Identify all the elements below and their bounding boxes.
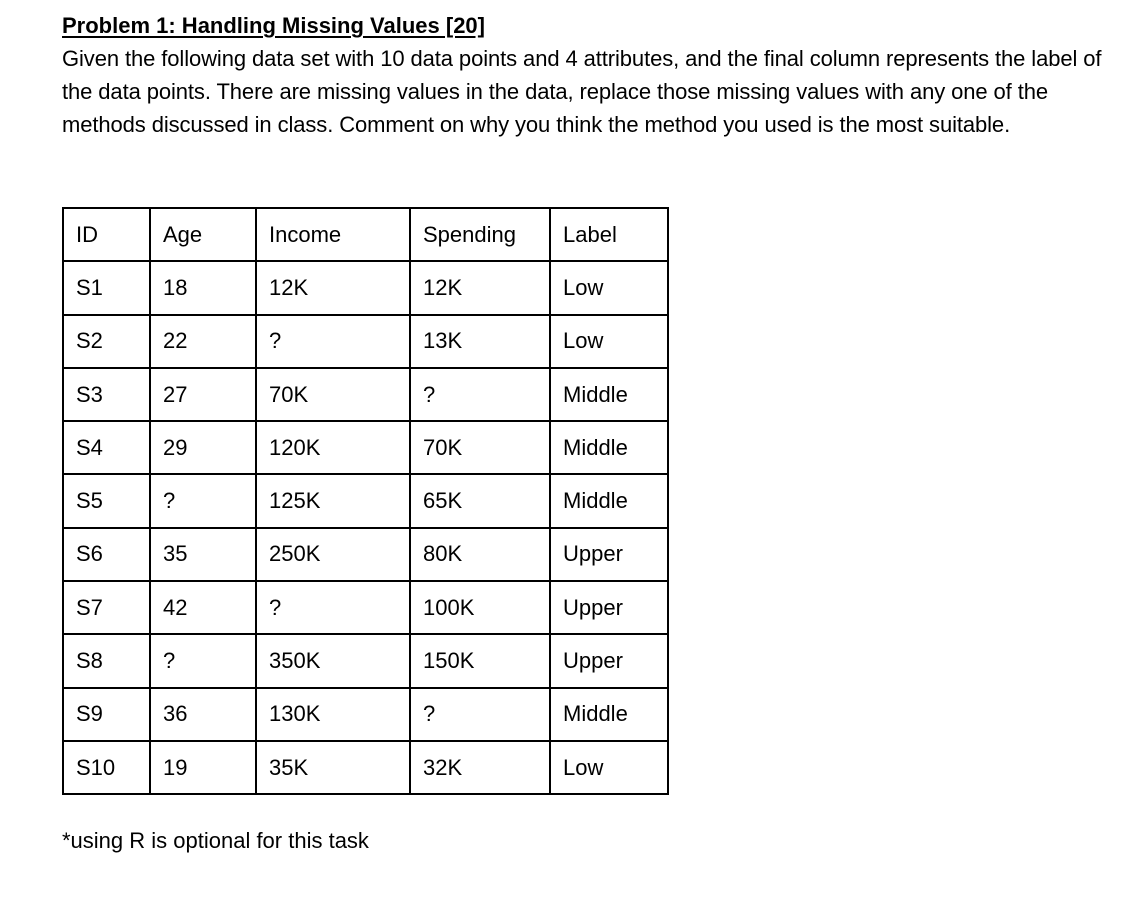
table-row [63,581,668,634]
cell-income: 350K [256,634,410,687]
cell-spending: 12K [410,261,550,314]
cell-id: S1 [63,261,150,314]
cell-id: S9 [63,688,150,741]
cell-label: Middle [550,688,668,741]
problem-title: Problem 1: Handling Missing Values [20] [62,13,485,38]
cell-spending: 70K [410,421,550,474]
cell-label: Middle [550,421,668,474]
column-header-spending: Spending [410,208,550,261]
cell-spending: 32K [410,741,550,794]
cell-income: 250K [256,528,410,581]
cell-age: 18 [150,261,256,314]
cell-age: 22 [150,315,256,368]
cell-age: 42 [150,581,256,634]
cell-income: ? [256,315,410,368]
cell-id: S5 [63,474,150,527]
footnote: *using R is optional for this task [62,828,369,853]
cell-id: S6 [63,528,150,581]
problem-description: Given the following data set with 10 data points and 4 attributes, and the final column represents the label of the data points. There are missing values in the data, replace those missing values with any one of the methods discussed in class. Comment on why you think the method you used is the most suitable. [62,46,1102,137]
table-row [63,634,668,687]
column-header-id: ID [63,208,150,261]
column-header-age: Age [150,208,256,261]
table-row [63,368,668,421]
cell-label: Upper [550,581,668,634]
data-table [62,207,669,795]
cell-income: 70K [256,368,410,421]
cell-income: ? [256,581,410,634]
cell-id: S10 [63,741,150,794]
cell-age: 19 [150,741,256,794]
table-row [63,474,668,527]
cell-spending: 150K [410,634,550,687]
cell-age: ? [150,634,256,687]
cell-id: S3 [63,368,150,421]
table-row [63,741,668,794]
table-row [63,261,668,314]
cell-label: Middle [550,368,668,421]
cell-income: 12K [256,261,410,314]
cell-label: Low [550,741,668,794]
cell-label: Upper [550,634,668,687]
column-header-income: Income [256,208,410,261]
cell-spending: 80K [410,528,550,581]
cell-age: 35 [150,528,256,581]
cell-income: 35K [256,741,410,794]
cell-id: S2 [63,315,150,368]
cell-id: S4 [63,421,150,474]
cell-age: 29 [150,421,256,474]
table-row [63,315,668,368]
cell-spending: ? [410,368,550,421]
cell-id: S8 [63,634,150,687]
cell-income: 120K [256,421,410,474]
table-row [63,421,668,474]
cell-label: Middle [550,474,668,527]
cell-age: 27 [150,368,256,421]
cell-age: 36 [150,688,256,741]
cell-label: Upper [550,528,668,581]
cell-spending: ? [410,688,550,741]
cell-id: S7 [63,581,150,634]
column-header-label: Label [550,208,668,261]
problem-section [62,10,1122,141]
table-row [63,688,668,741]
cell-label: Low [550,261,668,314]
cell-spending: 13K [410,315,550,368]
cell-age: ? [150,474,256,527]
cell-spending: 65K [410,474,550,527]
cell-label: Low [550,315,668,368]
cell-income: 130K [256,688,410,741]
cell-spending: 100K [410,581,550,634]
table-row [63,528,668,581]
cell-income: 125K [256,474,410,527]
table-header-row [63,208,668,261]
